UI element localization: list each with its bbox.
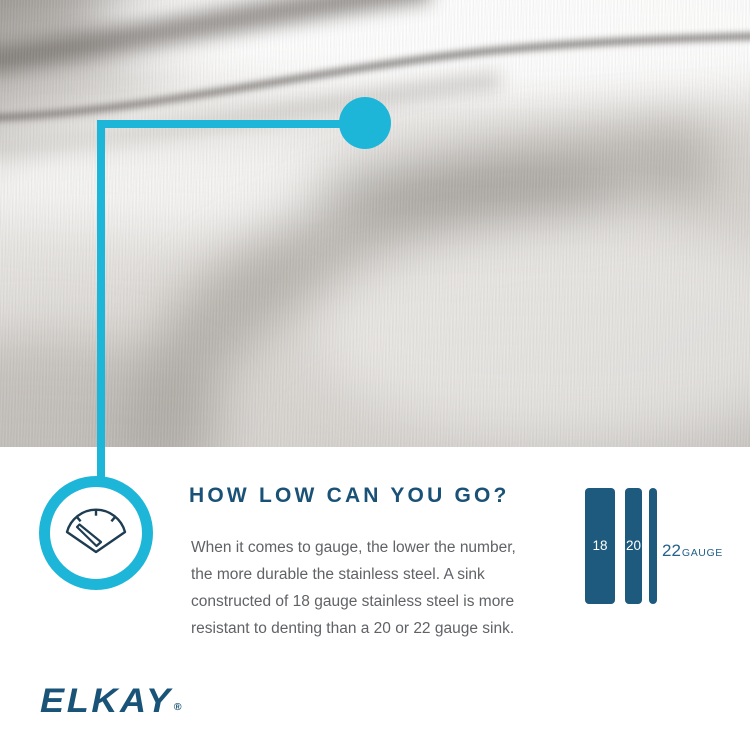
gauge-dial-icon — [58, 500, 134, 567]
elkay-logo-text: ELKAY — [40, 682, 173, 720]
gauge-bar-22-label: 22 — [662, 541, 681, 560]
callout-line-horizontal — [101, 120, 343, 128]
gauge-bar-18 — [585, 488, 615, 604]
body-paragraph — [191, 534, 516, 642]
body-line: the more durable the stainless steel. A sink — [191, 566, 485, 583]
body-line: constructed of 18 gauge stainless steel is more — [191, 593, 515, 610]
page-title: HOW LOW CAN YOU GO? — [189, 484, 510, 507]
registered-trademark: ® — [173, 702, 182, 713]
body-line: resistant to denting than a 20 or 22 gauge sink. — [191, 620, 515, 637]
gauge-bar-22 — [649, 488, 657, 604]
callout-line-vertical — [97, 120, 105, 480]
gauge-bar-22-caption — [662, 541, 723, 561]
gauge-bar-20-label: 20 — [625, 538, 642, 554]
gauge-unit-label: GAUGE — [681, 547, 723, 559]
gauge-bar-18-label: 18 — [592, 538, 608, 554]
gauge-bar-20 — [625, 488, 642, 604]
callout-dot — [339, 97, 391, 149]
body-line: When it comes to gauge, the lower the number, — [191, 539, 516, 556]
elkay-logo — [40, 682, 182, 721]
gauge-badge — [39, 476, 153, 590]
